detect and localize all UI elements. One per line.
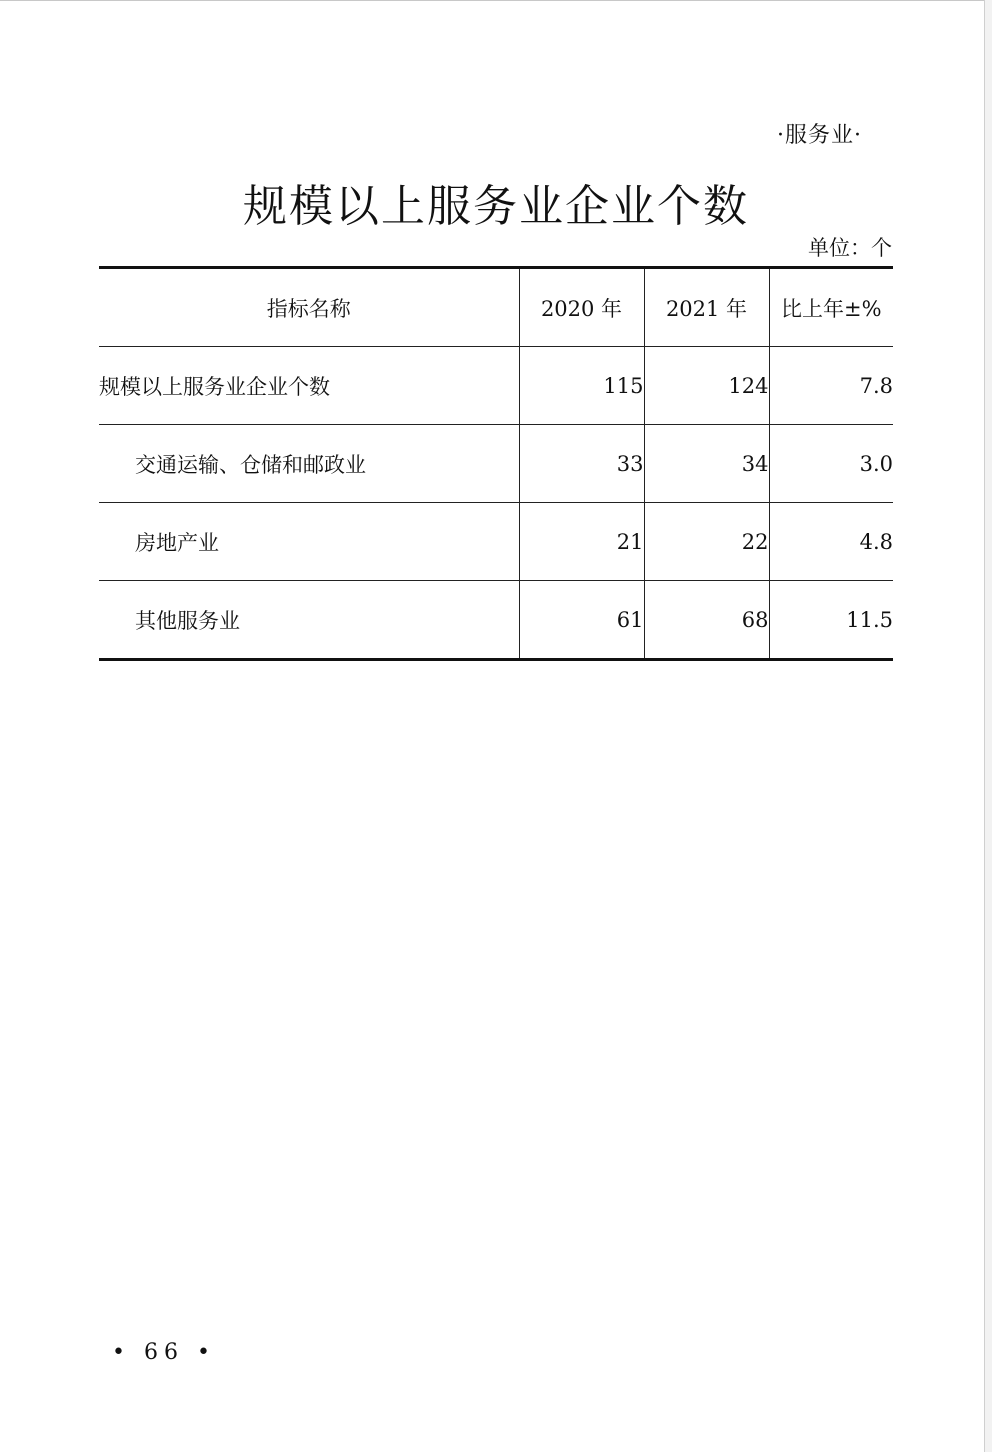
table-row xyxy=(99,503,893,581)
value-2020: 61 xyxy=(519,581,644,660)
column-header-2021: 2021 年 xyxy=(644,268,769,347)
column-header-change: 比上年±% xyxy=(769,268,893,347)
value-change: 11.5 xyxy=(769,581,893,660)
page-top-border xyxy=(0,0,992,1)
column-header-2020: 2020 年 xyxy=(519,268,644,347)
page-number: • 66 • xyxy=(112,1340,216,1365)
value-2021: 124 xyxy=(644,347,769,425)
value-change: 7.8 xyxy=(769,347,893,425)
row-name: 规模以上服务业企业个数 xyxy=(99,347,519,425)
value-2021: 68 xyxy=(644,581,769,660)
section-tag: ·服务业· xyxy=(777,123,862,148)
column-header-indicator: 指标名称 xyxy=(99,268,519,347)
value-2021: 22 xyxy=(644,503,769,581)
value-change: 4.8 xyxy=(769,503,893,581)
value-2020: 21 xyxy=(519,503,644,581)
row-name: 房地产业 xyxy=(99,503,519,581)
table-header-row xyxy=(99,268,893,347)
value-2020: 33 xyxy=(519,425,644,503)
data-table xyxy=(99,266,893,661)
table-row xyxy=(99,425,893,503)
unit-label: 单位：个 xyxy=(808,236,892,260)
value-2020: 115 xyxy=(519,347,644,425)
value-change: 3.0 xyxy=(769,425,893,503)
table-row xyxy=(99,347,893,425)
table-row xyxy=(99,581,893,660)
page-title: 规模以上服务业企业个数 xyxy=(243,181,749,232)
value-2021: 34 xyxy=(644,425,769,503)
row-name: 其他服务业 xyxy=(99,581,519,660)
row-name: 交通运输、仓储和邮政业 xyxy=(99,425,519,503)
